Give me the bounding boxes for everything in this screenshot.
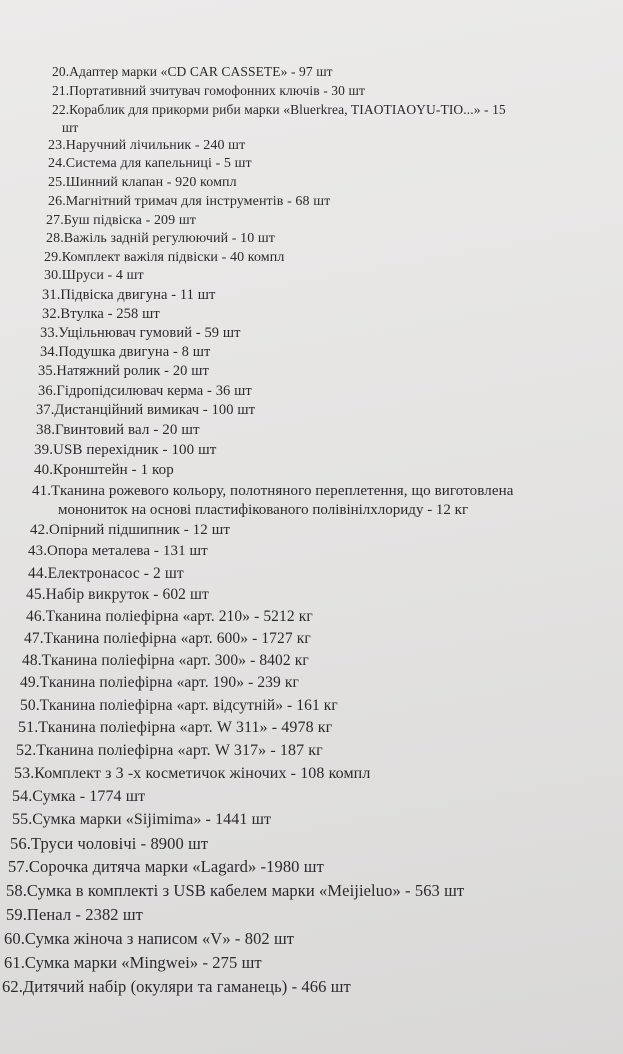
list-item-43: 43.Опора металева - 131 шт: [28, 543, 208, 559]
list-item-35: 35.Натяжний ролик - 20 шт: [38, 363, 209, 379]
list-item-28: 28.Важіль задній регулюючий - 10 шт: [46, 231, 276, 246]
list-item-61: 61.Сумка марки «Mingwei» - 275 шт: [4, 953, 262, 972]
list-item-40: 40.Кронштейн - 1 кор: [34, 462, 174, 478]
list-item-42: 42.Опірний підшипник - 12 шт: [30, 522, 231, 538]
list-item-20: 20.Адаптер марки «CD CAR CASSETE» - 97 шт: [52, 64, 333, 79]
list-item-41: 41.Тканина рожевого кольору, полотняного переплетення, що виготовлена: [32, 483, 514, 499]
list-item-50: 50.Тканина поліефірна «арт. відсутній» - 161 кг: [20, 697, 338, 714]
list-item-57: 57.Сорочка дитяча марки «Lagard» -1980 шт: [8, 857, 324, 876]
list-item-53: 53.Комплект з 3 -х косметичок жіночих - 108 компл: [14, 765, 371, 782]
list-item-27: 27.Буш підвіска - 209 шт: [46, 213, 196, 228]
list-item-52: 52.Тканина поліефірна «арт. W 317» - 187 кг: [16, 742, 323, 759]
list-item-37: 37.Дистанційний вимикач - 100 шт: [36, 402, 256, 418]
list-item-36: 36.Гідропідсилювач керма - 36 шт: [38, 383, 252, 399]
list-item-54: 54.Сумка - 1774 шт: [12, 788, 146, 805]
list-item-46: 46.Тканина поліефірна «арт. 210» - 5212 кг: [26, 608, 313, 625]
list-item-31: 31.Підвіска двигуна - 11 шт: [42, 287, 216, 303]
list-item-62: 62.Дитячий набір (окуляри та гаманець) - 466 шт: [2, 977, 351, 996]
list-item-39: 39.USB перехідник - 100 шт: [34, 442, 217, 458]
list-item-56: 56.Труси чоловічі - 8900 шт: [10, 834, 209, 853]
list-item-21: 21.Портативний зчитувач гомофонних ключів - 30 шт: [52, 83, 365, 98]
list-item-29: 29.Комплект важіля підвіски - 40 компл: [44, 250, 285, 265]
list-item-58: 58.Сумка в комплекті з USB кабелем марки «Meijieluo» - 563 шт: [6, 881, 465, 900]
list-item-41-continuation: монониток на основі пластифікованого полівінілхлориду - 12 кг: [58, 502, 469, 518]
list-item-49: 49.Тканина поліефірна «арт. 190» - 239 кг: [20, 674, 299, 691]
list-item-60: 60.Сумка жіноча з написом «V» - 802 шт: [4, 929, 295, 948]
list-item-38: 38.Гвинтовий вал - 20 шт: [36, 422, 200, 438]
list-item-34: 34.Подушка двигуна - 8 шт: [40, 344, 211, 360]
list-item-55: 55.Сумка марки «Sijimima» - 1441 шт: [12, 811, 272, 828]
list-item-59: 59.Пенал - 2382 шт: [6, 905, 143, 924]
list-item-48: 48.Тканина поліефірна «арт. 300» - 8402 кг: [22, 652, 309, 669]
list-item-45: 45.Набір викруток - 602 шт: [26, 586, 209, 603]
list-item-47: 47.Тканина поліефірна «арт. 600» - 1727 кг: [24, 630, 311, 647]
list-item-23: 23.Наручний лічильник - 240 шт: [48, 138, 246, 153]
list-item-32: 32.Втулка - 258 шт: [42, 306, 160, 322]
list-item-22: 22.Кораблик для прикорми риби марки «Bluerkrea, TIAOTIAOYU-TIO...» - 15: [52, 102, 506, 117]
list-item-51: 51.Тканина поліефірна «арт. W 311» - 4978 кг: [18, 719, 333, 736]
list-item-30: 30.Шруси - 4 шт: [44, 268, 144, 283]
list-item-33: 33.Ущільнювач гумовий - 59 шт: [40, 325, 241, 341]
list-item-24: 24.Система для капельниці - 5 шт: [48, 156, 252, 171]
list-item-26: 26.Магнітний тримач для інструментів - 68 шт: [48, 194, 331, 209]
list-item-25: 25.Шинний клапан - 920 компл: [48, 175, 237, 190]
list-item-22-continuation: шт: [62, 120, 79, 135]
list-item-44: 44.Електронасос - 2 шт: [28, 565, 184, 582]
